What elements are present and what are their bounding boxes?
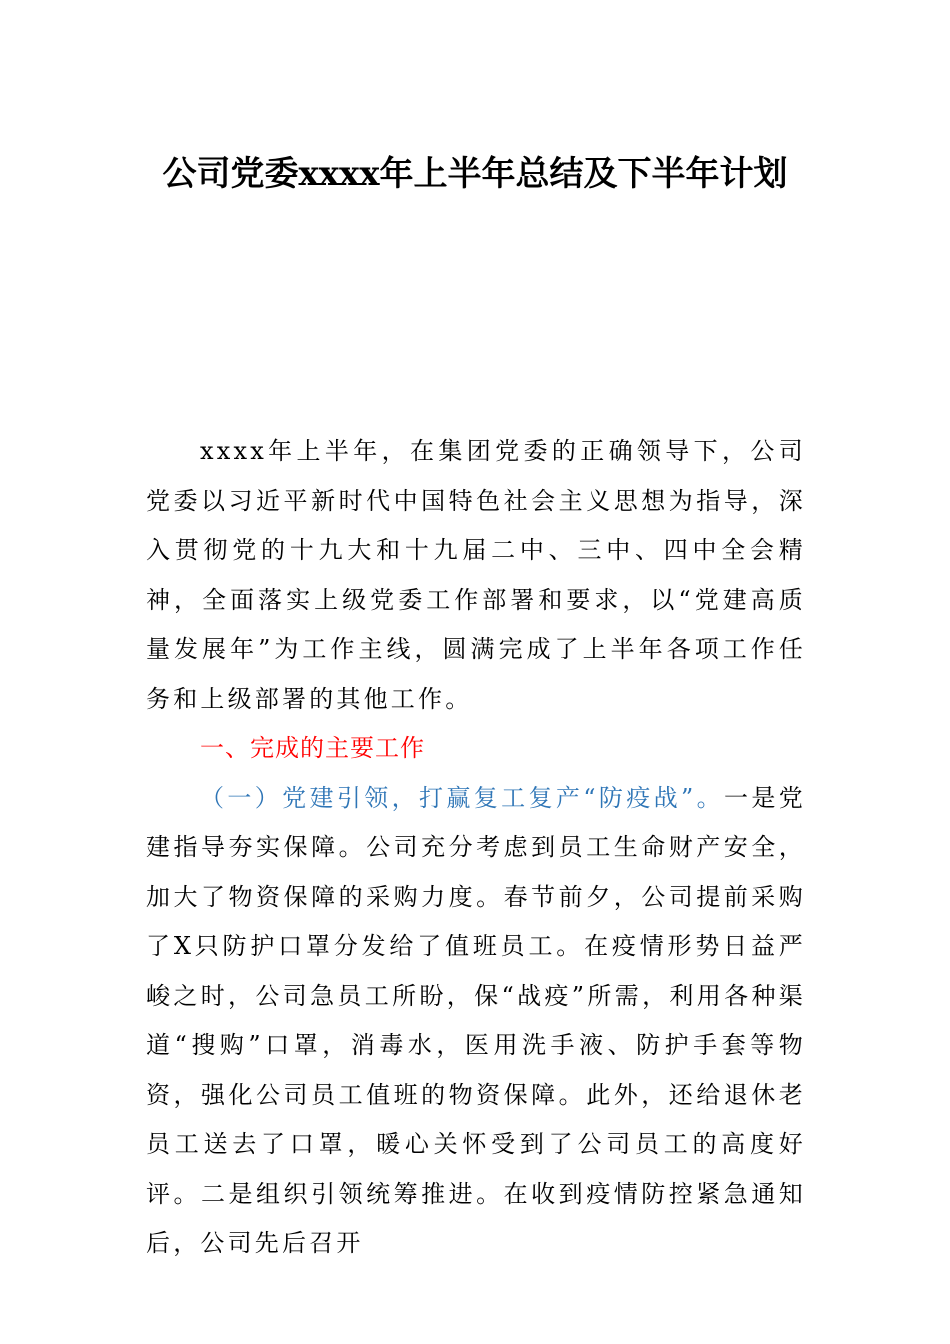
document-body [146, 427, 806, 1269]
subsection-paragraph [146, 774, 806, 1269]
intro-paragraph: xxxx年上半年，在集团党委的正确领导下，公司党委以习近平新时代中国特色社会主义思想为指导，深入贯彻党的十九大和十九届二中、三中、四中全会精神，全面落实上级党委工作部署和要求，以“党建高质量发展年”为工作主线，圆满完成了上半年各项工作任务和上级部署的其他工作。 [146, 437, 806, 713]
subsection-body: 一是党建指导夯实保障。公司充分考虑到员工生命财产安全，加大了物资保障的采购力度。春节前夕，公司提前采购了X只防护口罩分发给了值班员工。在疫情形势日益严峻之时，公司急员工所盼，保“战疫”所需，利用各种渠道“搜购”口罩，消毒水，医用洗手液、防护手套等物资，强化公司员工值班的物资保障。此外，还给退休老员工送去了口罩，暖心关怀受到了公司员工的高度好评。二是组织引领统筹推进。在收到疫情防控紧急通知后，公司先后召开 [146, 783, 806, 1257]
document-title: 公司党委xxxx年上半年总结及下半年计划 [162, 154, 788, 194]
section-heading: 一、完成的主要工作 [200, 734, 425, 762]
subsection-heading: （一）党建引领，打赢复工复产“防疫战”。 [200, 783, 725, 812]
